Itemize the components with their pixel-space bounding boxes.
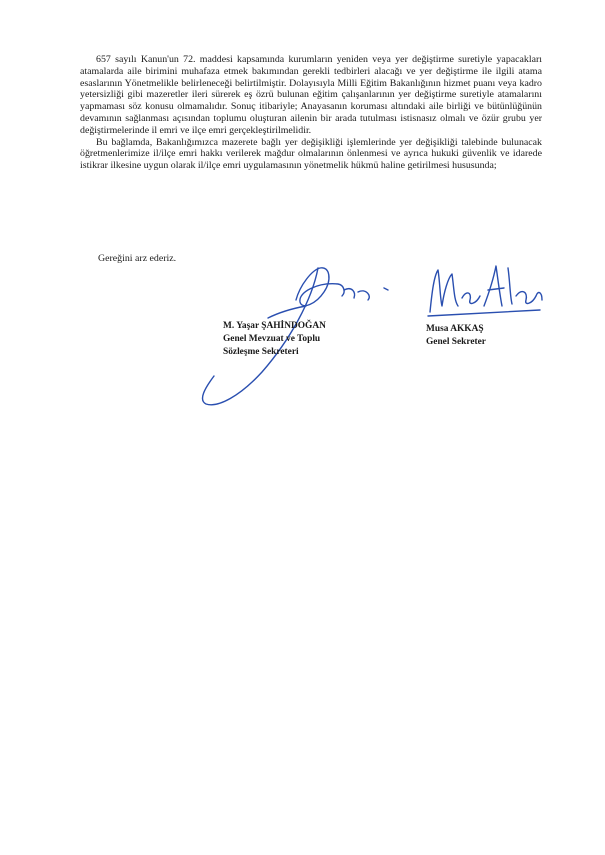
signatory-right-name: Musa AKKAŞ xyxy=(426,324,484,334)
signature-right xyxy=(428,266,542,316)
letter-body xyxy=(80,54,542,172)
signatory-left-name: M. Yaşar ŞAHİNDOĞAN xyxy=(223,321,326,331)
closing-greeting: Gereğini arz ederiz. xyxy=(98,253,177,264)
signatory-left-title-1: Genel Mevzuat ve Toplu xyxy=(223,334,321,344)
signatory-right xyxy=(426,323,486,349)
body-paragraph-2: Bu bağlamda, Bakanlığımızca mazerete bağlı yer değişikliği işlemlerinde yer değişikliği talebinde bulunacak öğretmenlerimize il/ilçe emri hakkı verilerek mağdur olmalarının önlenmesi ve ayrıca hukuki güvenlik ve idarede istikrar ilkesine uygun olarak il/ilçe emri uygulamasının yönetmelik hükmü haline getirilmesi hususunda; xyxy=(80,136,542,172)
signatory-right-title: Genel Sekreter xyxy=(426,337,486,347)
signatory-left-title-2: Sözleşme Sekreteri xyxy=(223,347,299,357)
body-paragraph-1: 657 sayılı Kanun'un 72. maddesi kapsamında kurumların yeniden veya yer değiştirme suretiyle yapacakları atamalarda aile birimini muhafaza etmek bakımından gerekli tedbirleri alacağı ve yer değiştirme ile ilgili atama esaslarının Yönetmelikle belirleneceği belirtilmiştir. Dolayısıyla Milli Eğitim Bakanlığının hizmet puanı veya kadro yetersizliği gibi mazeretler ileri sürerek eş özrü bulunan eğitim çalışanlarının yer değiştirme suretiyle atamalarını yapmaması söz konusu olmamalıdır. Sonuç itibariyle; Anayasanın koruması altındaki aile birliği ve bütünlüğünün devamının sağlanması açısından toplumu oluşturan ailenin bir arada tutulması istisnasız olmalı ve özür grubu yer değiştirmelerinde il emri ve ilçe emri gerçekleştirilmelidir. xyxy=(80,54,542,136)
signatory-left xyxy=(223,320,326,359)
